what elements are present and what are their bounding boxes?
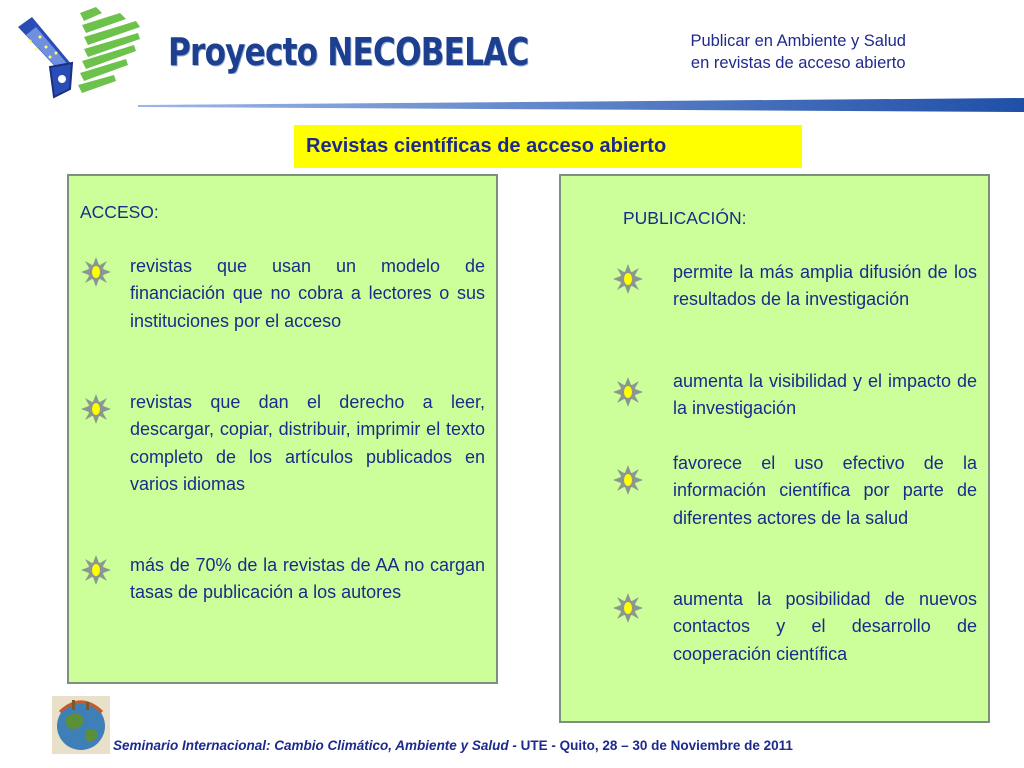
access-item-1: revistas que usan un modelo de financiación que no cobra a lectores o sus instituciones por el acceso [130, 256, 485, 331]
subtitle-line-2: en revistas de acceso abierto [690, 54, 906, 72]
footer-text [113, 738, 793, 753]
header-divider [138, 98, 1024, 112]
publication-item-4: aumenta la posibilidad de nuevos contactos y el desarrollo de cooperación científica [673, 589, 977, 664]
sun-bullet-icon [612, 263, 644, 295]
sun-bullet-icon [80, 554, 112, 586]
publication-item-2: aumenta la visibilidad y el impacto de la investigación [673, 371, 977, 419]
access-heading: ACCESO: [80, 202, 159, 222]
publication-heading: PUBLICACIÓN: [623, 208, 747, 228]
subtitle-line-1: Publicar en Ambiente y Salud [690, 32, 906, 50]
sun-bullet-icon [80, 256, 112, 288]
earth-globe-logo [52, 696, 110, 754]
sun-bullet-icon [612, 592, 644, 624]
footer-place-date: UTE - Quito, 28 – 30 de Noviembre de 2011 [516, 738, 793, 753]
header-subtitle [690, 30, 906, 74]
sun-bullet-icon [80, 393, 112, 425]
footer-event: Seminario Internacional: Cambio Climático, Ambiente y Salud - [113, 738, 517, 753]
necobelac-logo [10, 5, 145, 110]
slide-title: Revistas científicas de acceso abierto [294, 125, 802, 168]
publication-item-1: permite la más amplia difusión de los resultados de la investigación [673, 262, 977, 310]
access-item-2: revistas que dan el derecho a leer, descargar, copiar, distribuir, imprimir el texto completo de los artículos publicados en varios idiomas [130, 392, 485, 494]
brand-title: Proyecto NECOBELAC [168, 30, 529, 74]
access-item-3: más de 70% de la revistas de AA no cargan tasas de publicación a los autores [130, 555, 485, 603]
sun-bullet-icon [612, 464, 644, 496]
sun-bullet-icon [612, 376, 644, 408]
publication-item-3: favorece el uso efectivo de la información científica por parte de diferentes actores de la salud [673, 453, 977, 528]
